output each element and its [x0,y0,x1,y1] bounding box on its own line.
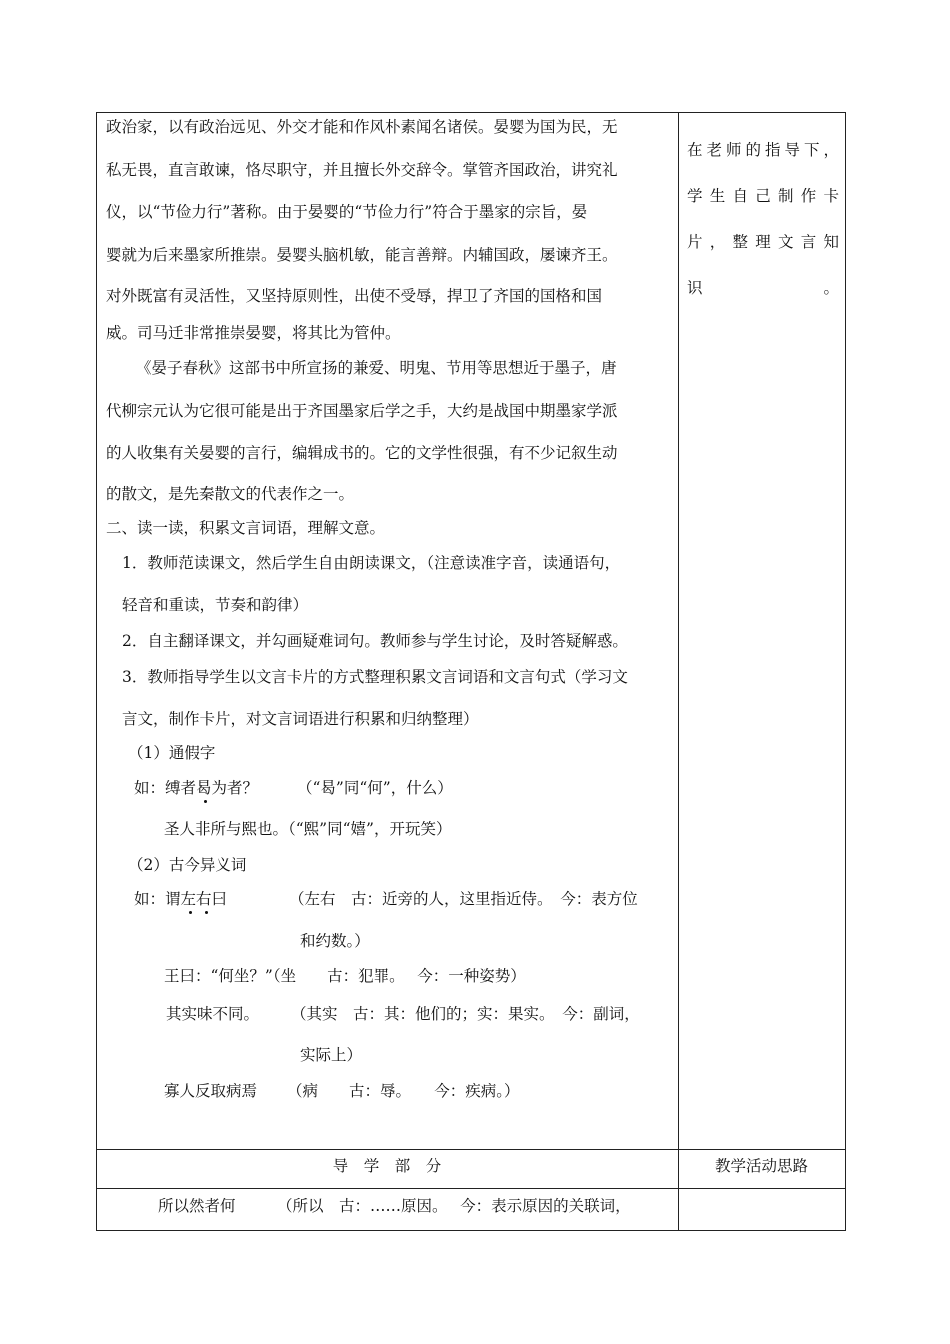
section-header-left: 导 学 部 分 [332,1157,442,1175]
text-line: 如：缚者曷为者？ [134,779,259,797]
text-line: 仪，以“节俭力行”著称。由于晏婴的“节俭力行”符合于墨家的宗旨，晏 [106,203,588,221]
table-column-divider [678,112,679,1230]
text-line: 威。司马迁非常推崇晏婴，将其比为管仲。 [106,324,401,342]
text-line: 和约数。） [300,932,370,950]
side-note-line: 学生自己制作卡 [687,187,839,205]
text-line: 圣人非所与熙也。（“熙”同“嬉”，开玩笑） [164,820,452,838]
text-line: 轻音和重读，节奏和韵律） [122,596,309,614]
text-line: 2．自主翻译课文，并勾画疑难词句。教师参与学生讨论，及时答疑解惑。 [122,632,628,650]
emphasis-dot [205,911,208,914]
text-line: 如：谓左右曰 [134,890,228,908]
section-heading: 二、读一读，积累文言词语，理解文意。 [106,519,386,537]
table-left-border [96,112,97,1230]
text-line: 的散文，是先秦散文的代表作之一。 [106,485,355,503]
text-line: 婴就为后来墨家所推崇。晏婴头脑机敏，能言善辩。内辅国政，屡谏齐王。 [106,246,618,264]
text-line: （“曷”同“何”，什么） [297,779,453,797]
text-line: 实际上） [300,1046,363,1064]
subsection-heading: （1）通假字 [128,744,216,762]
side-note-line: 片，整理文言知 [687,233,839,251]
table-top-border [96,112,846,113]
section-header-right: 教学活动思路 [714,1157,808,1175]
emphasis-dot [204,800,207,803]
text-line: 私无畏，直言敢谏，恪尽职守，并且擅长外交辞令。掌管齐国政治，讲究礼 [106,161,618,179]
text-line: 3．教师指导学生以文言卡片的方式整理积累文言词语和文言句式（学习文 [122,668,628,686]
text-line: （左右 古：近旁的人，这里指近侍。 今：表方位 [289,890,638,908]
text-line: 言文，制作卡片，对文言词语进行积累和归纳整理） [122,710,479,728]
text-line: （其实 古：其：他们的；实：果实。 今：副词， [291,1005,640,1023]
table-divider [96,1149,846,1150]
text-line: 代柳宗元认为它很可能是出于齐国墨家后学之手，大约是战国中期墨家学派 [106,402,618,420]
text-line: 所以然者何 [158,1197,236,1215]
emphasis-dot [189,911,192,914]
text-line: 王曰：“何坐？”（坐 古：犯罪。 今：一种姿势） [164,967,526,985]
text-line: （病 古：辱。 今：疾病。） [287,1082,520,1100]
table-right-border [845,112,846,1230]
text-line: 《晏子春秋》这部书中所宣扬的兼爱、明鬼、节用等思想近于墨子，唐 [136,359,617,377]
side-note-line: 在老师的指导下， [687,141,839,159]
table-bottom-border [96,1230,846,1231]
text-line: 1．教师范读课文，然后学生自由朗读课文，（注意读准字音，读通语句， [122,554,621,572]
text-line: 寡人反取病焉 [164,1082,258,1100]
subsection-heading: （2）古今异义词 [128,856,247,874]
side-note-line: 识。 [687,279,839,297]
text-line: 对外既富有灵活性，又坚持原则性，出使不受辱，捍卫了齐国的国格和国 [106,287,603,305]
text-line: 的人收集有关晏婴的言行，编辑成书的。它的文学性很强，有不少记叙生动 [106,444,618,462]
text-line: （所以 古：……原因。 今：表示原因的关联词， [277,1197,631,1215]
text-line: 其实味不同。 [166,1005,260,1023]
table-divider [96,1188,846,1189]
text-line: 政治家，以有政治远见、外交才能和作风朴素闻名诸侯。晏婴为国为民，无 [106,118,618,136]
